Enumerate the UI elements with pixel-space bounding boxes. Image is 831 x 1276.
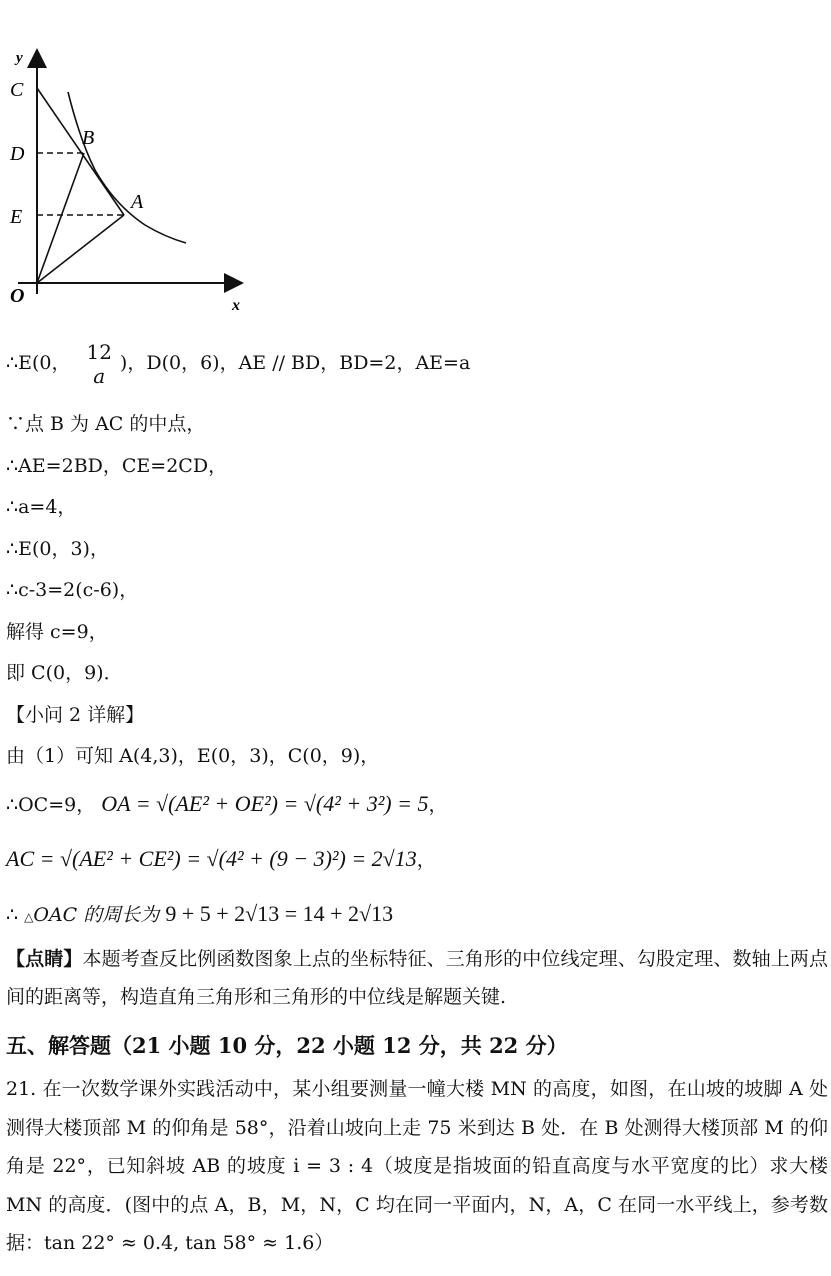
l11-suffix: ，	[428, 794, 448, 816]
solution-line-1	[6, 340, 470, 388]
solution-line-2: ∵点 B 为 AC 的中点，	[6, 413, 206, 435]
label-y: y	[16, 50, 23, 66]
fraction-12-over-a	[86, 340, 111, 388]
solution-line-11	[6, 790, 447, 819]
oa-formula: OA = √(AE² + OE²) = √(4² + 3²) = 5	[101, 791, 429, 816]
problem-21-text: 21. 在一次数学课外实践活动中，某小组要测量一幢大楼 MN 的高度，如图，在山坡的坡脚 A 处测得大楼顶部 M 的仰角是 58°，沿着山坡向上走 75 米到达 B 处．在 B 处测得大楼顶部 M 的仰角是 22°，已知斜坡 AB 的坡度 i = 3 : 4（坡度是指坡面的铅直高度与水平宽度的比）求大楼 MN 的高度．(图中的点 A，B，M，N，C 均在同一平面内，N，A，C 在同一水平线上，参考数据：tan 22° ≈ 0.4, tan 58° ≈ 1.6）	[6, 1078, 828, 1254]
label-o: O	[10, 285, 25, 307]
triangle-symbol: △	[24, 910, 34, 924]
perimeter-formula: 9 + 5 + 2√13 = 14 + 2√13	[165, 901, 394, 926]
solution-line-12	[6, 845, 436, 874]
solution-line-4: ∴a=4，	[6, 496, 77, 518]
label-c: C	[10, 79, 24, 101]
fraction-denominator: a	[93, 364, 106, 388]
section-heading: 五、解答题（21 小题 10 分，22 小题 12 分，共 22 分）	[6, 1033, 568, 1058]
solution-line-13	[6, 900, 393, 931]
solution-line-3: ∴AE=2BD，CE=2CD，	[6, 455, 228, 477]
l11-prefix: ∴OC=9，	[6, 794, 96, 816]
solution-line-8: 即 C(0，9)．	[6, 662, 123, 684]
label-e: E	[10, 206, 23, 228]
hyperbola-curve	[68, 92, 186, 243]
comment-tag: 【点睛】	[6, 948, 83, 970]
comment-text: 本题考查反比例函数图象上点的坐标特征、三角形的中位线定理、勾股定理、数轴上两点间的距离等，构造直角三角形和三角形的中位线是解题关键.	[6, 948, 828, 1008]
subquestion-2-header: 【小问 2 详解】	[6, 704, 145, 726]
label-a: A	[131, 191, 144, 213]
l13-text: OAC 的周长为	[33, 904, 160, 926]
label-d: D	[10, 143, 25, 165]
solution-line-10: 由（1）可知 A(4,3)，E(0，3)，C(0，9)，	[6, 745, 380, 767]
geometry-figure	[0, 40, 260, 320]
label-x: x	[232, 297, 240, 314]
solution-line-5: ∴E(0，3)，	[6, 538, 109, 560]
l1-suffix: )，D(0，6)，AE // BD，BD=2，AE=a	[119, 352, 471, 374]
l13-prefix: ∴	[6, 904, 25, 926]
fraction-numerator: 12	[86, 340, 112, 364]
line-ob	[37, 153, 84, 283]
solution-line-6: ∴c-3=2(c-6)，	[6, 579, 139, 601]
ac-formula: AC = √(AE² + CE²) = √(4² + (9 − 3)²) = 2√13	[6, 846, 417, 871]
l1-prefix: ∴E(0，	[6, 352, 71, 374]
line-ca	[37, 88, 124, 215]
l12-suffix: ，	[416, 849, 436, 871]
solution-line-7: 解得 c=9，	[6, 621, 108, 643]
label-b: B	[82, 127, 95, 149]
comment-paragraph	[6, 940, 828, 1016]
